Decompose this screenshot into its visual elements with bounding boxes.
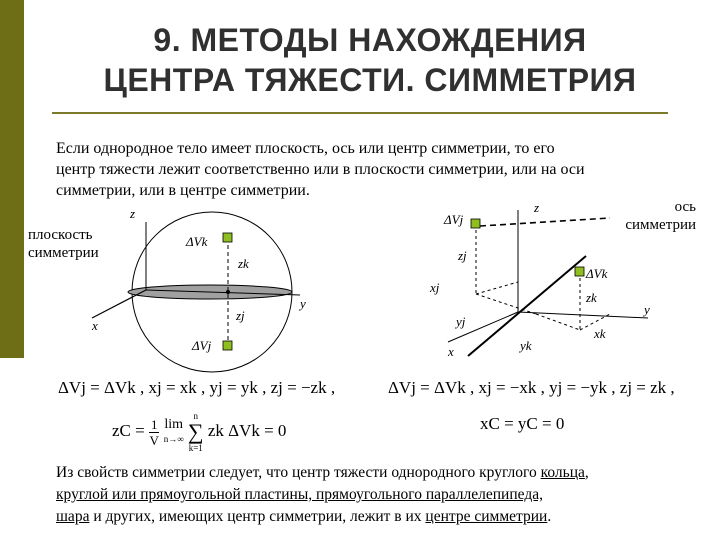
right-yj-label: yj — [456, 314, 466, 329]
conclusion-part-3: и других, имеющих центр симметрии, лежит в их — [89, 508, 426, 525]
plane-label-line-1: плоскость — [28, 227, 93, 243]
title-line-1: 9. МЕТОДЫ НАХОЖДЕНИЯ — [153, 22, 587, 58]
left-y-label: y — [300, 296, 306, 311]
right-dvk-floor-2 — [536, 314, 580, 330]
left-zk-label: zk — [238, 256, 249, 271]
right-zk-label: zk — [586, 290, 597, 305]
zc-sum-bot: k=1 — [188, 443, 203, 453]
conclusion-center: центре симметрии — [425, 508, 548, 525]
zc-sum — [188, 410, 204, 454]
right-dvj-floor — [476, 294, 536, 314]
right-yk-label: yk — [520, 338, 532, 353]
right-dvk-label: ΔVk — [586, 266, 608, 281]
right-xk-label: xk — [594, 326, 606, 341]
intro-line-3: симметрии, или в центре симметрии. — [56, 182, 310, 199]
right-element-k-marker — [575, 267, 584, 276]
zc-limit — [164, 418, 184, 446]
formula-zc — [112, 410, 286, 454]
formula-axis-symmetry: ΔVj = ΔVk , xj = −xk , yj = −yk , zj = zk , — [388, 378, 675, 397]
zc-fraction-num: 1 — [150, 416, 158, 432]
formula-plane-symmetry: ΔVj = ΔVk , xj = xk , yj = yk , zj = −zk , — [58, 378, 336, 397]
zc-lim-word: lim — [164, 417, 184, 432]
element-k-marker — [223, 233, 232, 242]
right-z-label: z — [534, 200, 540, 215]
right-dvj-floor-2 — [476, 282, 518, 294]
element-j-marker — [223, 341, 232, 350]
left-x-label: x — [92, 318, 98, 333]
conclusion-plate: круглой или прямоугольной пластины, прямоугольного параллелепипеда, — [56, 486, 543, 503]
sigma-icon: ∑ — [187, 419, 204, 444]
formula-xc: xC = yC = 0 — [480, 414, 565, 433]
right-diagram — [429, 200, 650, 359]
zc-sum-top: n — [193, 411, 198, 421]
conclusion-part-1: Из свойств симметрии следует, что центр тяжести однородного круглого — [56, 464, 541, 481]
right-y-label: y — [644, 302, 650, 317]
conclusion-part-4: . — [547, 508, 552, 525]
right-xj-label: xj — [430, 280, 440, 295]
right-zj-label: zj — [458, 248, 467, 263]
symmetry-axis-pointer — [480, 218, 610, 226]
left-z-label: z — [130, 206, 136, 221]
conclusion-ball: шара — [56, 508, 90, 525]
left-center-point — [226, 290, 230, 294]
right-element-j-marker — [471, 219, 480, 228]
axis-label-line-2: симметрии — [625, 217, 696, 233]
left-diagram — [91, 206, 306, 372]
zc-lim-sub: n→∞ — [163, 434, 184, 444]
axis-label-line-1: ось — [674, 199, 696, 215]
intro-line-2: центр тяжести лежит соответственно или в плоскости симметрии, или на оси — [56, 161, 585, 178]
zc-fraction-den: V — [149, 432, 159, 448]
plane-label-line-2: симметрии — [28, 245, 99, 261]
conclusion-ring: кольца — [540, 464, 585, 481]
conclusion-part-2: , — [584, 464, 589, 481]
left-zj-label: zj — [236, 308, 245, 323]
conclusion-paragraph — [56, 462, 706, 528]
title-line-2: ЦЕНТРА ТЯЖЕСТИ. СИММЕТРИЯ — [103, 62, 637, 98]
left-dvk-label: ΔVk — [186, 234, 208, 249]
right-x-label: x — [448, 344, 454, 359]
right-dvj-label: ΔVj — [444, 212, 464, 227]
intro-line-1: Если однородное тело имеет плоскость, ось или центр симметрии, то его — [56, 140, 555, 157]
left-dvj-label: ΔVj — [192, 338, 212, 353]
left-x-axis — [92, 290, 146, 318]
zc-prefix: zC = — [112, 420, 149, 440]
zc-body: zk ΔVk = 0 — [207, 420, 287, 440]
zc-fraction — [149, 417, 160, 448]
